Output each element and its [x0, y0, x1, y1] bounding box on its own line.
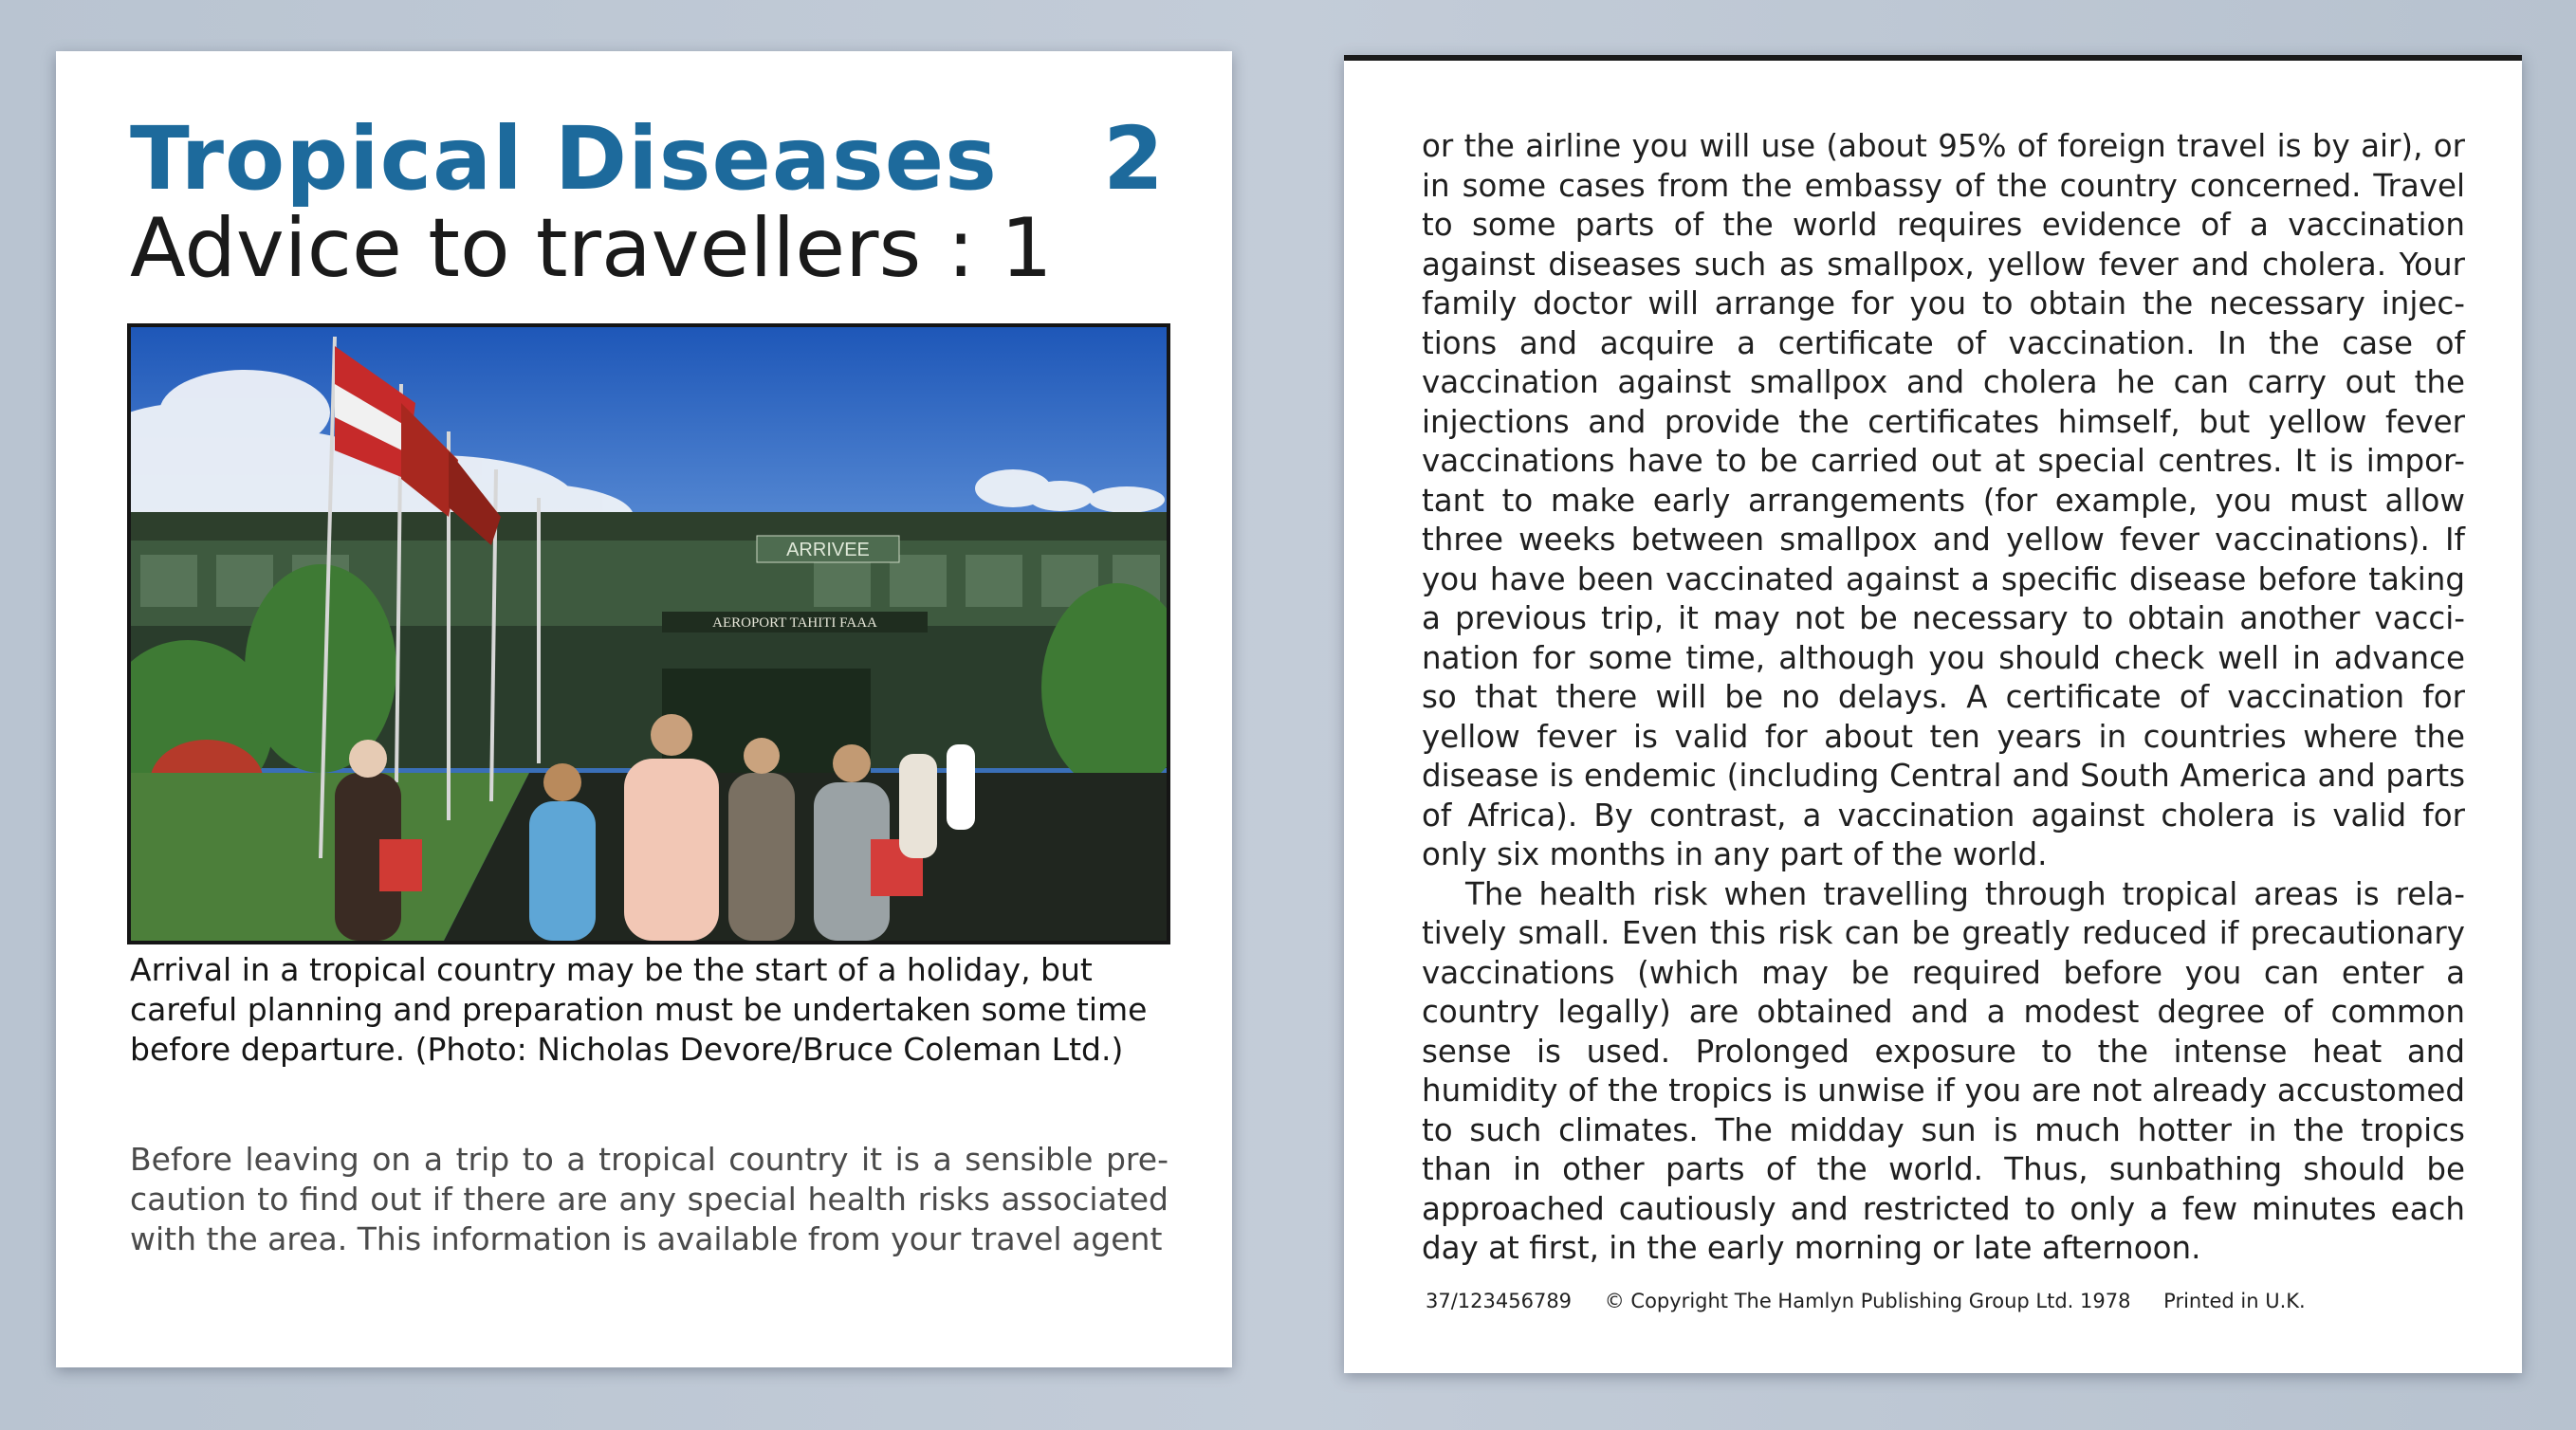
airport-photo-image — [131, 327, 1167, 941]
photo-caption: Arrival in a tropical country may be the start of a holiday, but careful planning and preparation must be undertaken some time before departure. (Photo: Nicholas Devore/Bruce Coleman Ltd.) — [130, 951, 1148, 1068]
card-subtitle: Advice to travellers : 1 — [130, 201, 1053, 296]
card-front — [56, 51, 1232, 1367]
body-paragraph-2: The health risk when travelling through tropical areas is rela-tively small. Even this risk can be greatly reduced if precautionary vaccinations (which may be required before you can enter a country legally) are obtained and a modest degree of common sense is used. Prolonged exposure to the intense heat and humidity of the tropics is unwise if you are not already accustomed to such climates. The midday sun is much hotter in the tropics than in other parts of the world. Thus, sunbathing should be approached cautiously and restricted to only a few minutes each day at first, in the early morning or late afternoon. — [1422, 875, 2465, 1266]
footer-copyright: © Copyright The Hamlyn Publishing Group Ltd. 1978 — [1604, 1290, 2131, 1312]
body-paragraph-1: or the airline you will use (about 95% of foreign travel is by air), or in some cases from the embassy of the country concerned. Travel to some parts of the world requires evidence of a vaccination against diseases such as smallpox, yellow fever and cholera. Your family doctor will arrange for you to obtain the necessary injec-tions and acquire a certificate of vaccination. In the case of vaccination against smallpox and cholera he can carry out the injections and provide the certificates himself, but yellow fever vaccinations have to be carried out at special centres. It is impor-tant to make early arrangements (for example, you must allow three weeks between smallpox and yellow fever vaccinations). If you have been vaccinated against a specific disease before taking a previous trip, it may not be necessary to obtain another vacci-nation for some time, although you should check well in advance so that there will be no delays. A certificate of vaccination for yellow fever is valid for about ten years in countries where the disease is endemic (including Central and South America and parts of Africa). By contrast, a vaccination against cholera is valid for only six months in any part of the world. — [1422, 128, 2465, 872]
footer-printed: Printed in U.K. — [2163, 1290, 2306, 1312]
card-back — [1344, 55, 2522, 1373]
card-number: 2 — [1102, 108, 1164, 210]
terminal-roof — [131, 512, 1167, 541]
body-text — [1422, 127, 2465, 1269]
card-footer — [1426, 1290, 2450, 1312]
intro-text: Before leaving on a trip to a tropical country it is a sensible pre-caution to find out if there are any special health risks associated with the area. This information is available from your travel agent — [130, 1141, 1168, 1257]
airport-photo — [127, 323, 1170, 944]
airport-sign: AEROPORT TAHITI FAAA — [712, 615, 877, 631]
card-title: Tropical Diseases — [130, 108, 998, 210]
card-header — [130, 108, 1164, 317]
footer-code: 37/123456789 — [1426, 1290, 1573, 1312]
arrivee-sign: ARRIVEE — [786, 540, 870, 560]
